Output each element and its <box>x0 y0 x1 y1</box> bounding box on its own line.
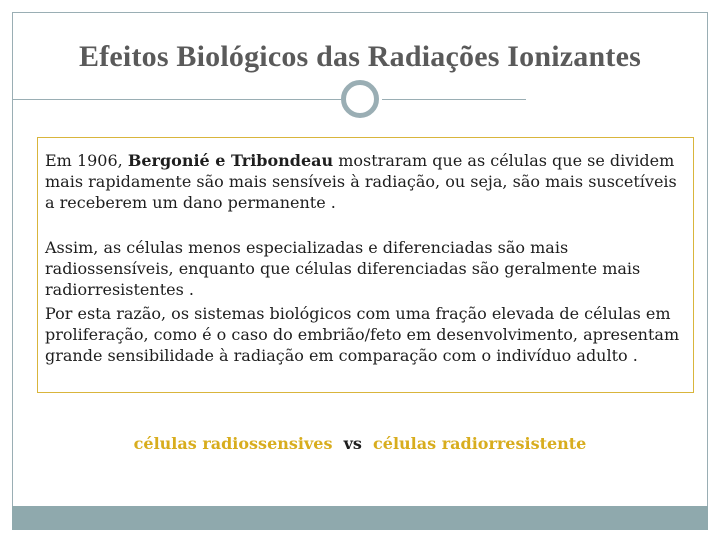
paragraph-suffix: mostraram que as células que se dividem mais rapidamente são mais sensíveis à radiação, ou seja, são mais suscetíveis a receberem um dano permanente . <box>45 151 677 212</box>
paragraph-radiosensitivity: Assim, as células menos especializadas e diferenciadas são mais radiossensíveis, enquanto que células diferenciadas são geralmente mais radiorresistentes . <box>45 238 641 299</box>
versus-label: vs <box>343 434 362 453</box>
slide-title: Efeitos Biológicos das Radiações Ionizantes <box>79 40 641 73</box>
radioresistant-label: células radiorresistente <box>373 434 587 453</box>
researcher-names: Bergonié e Tribondeau <box>127 151 334 170</box>
footer-bar <box>12 506 708 530</box>
title-divider-left <box>12 99 341 100</box>
paragraph-embryo: Por esta razão, os sistemas biológicos com uma fração elevada de células em proliferação, como é o caso do embrião/feto em desenvolvimento, apresentam grande sensibilidade à radiação em comparação com o indivíduo adulto . <box>45 304 680 365</box>
radiosensitive-label: células radiossensives <box>133 434 333 453</box>
comparison-line <box>0 434 720 453</box>
paragraph-bergonie <box>45 150 685 213</box>
paragraph-prefix: Em 1906, <box>45 151 128 170</box>
title-divider-right <box>382 99 526 100</box>
circle-ornament-icon <box>341 80 379 118</box>
